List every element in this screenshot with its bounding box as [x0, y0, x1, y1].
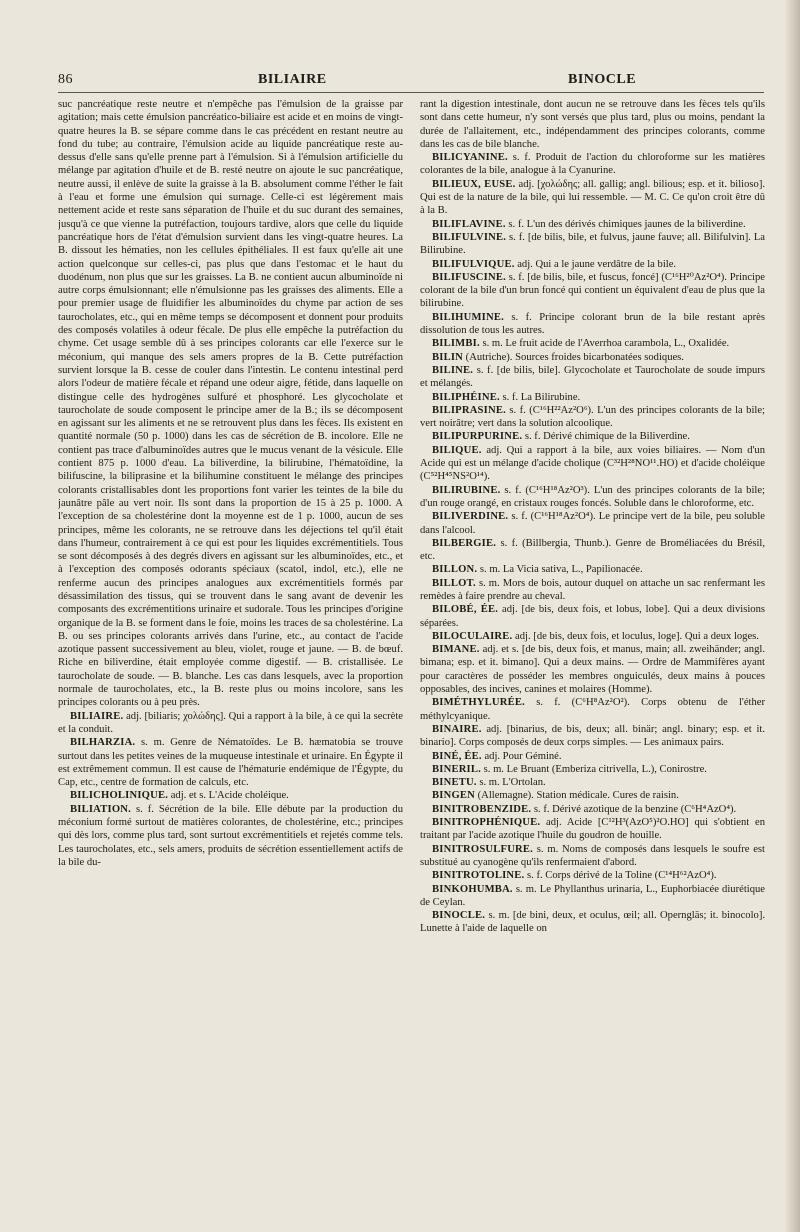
dictionary-entry: [420, 311, 765, 338]
entry-headword: BILIFLAVINE.: [432, 218, 506, 230]
entry-headword: BILLON.: [432, 564, 478, 576]
entry-headword: BILOCULAIRE.: [432, 630, 513, 642]
entry-definition: s. m. Le fruit acide de l'Averrhoa carambola, L., Oxalidée.: [479, 338, 730, 350]
dictionary-entry: [420, 337, 765, 350]
entry-definition: (Allemagne). Station médicale. Cures de raisin.: [475, 790, 679, 802]
dictionary-entry: [420, 577, 765, 604]
entry-headword: BILICHOLINIQUE.: [70, 790, 169, 802]
entry-definition: s. f. Sécrétion de la bile. Elle débute par la production du méconium formé surtout de matières colorantes, de cholestérine, etc.; principes qui dès lors, comme plus tard, sont surtout excrémentitiels et rejetés comme tels. Les taurocholates, etc., sels amers, produits de sécrétion essentiellement actifs de la bile du-: [58, 803, 403, 868]
entry-definition: s. f. Dérivé chimique de la Biliverdine.: [522, 431, 690, 443]
entry-headword: BINITROBENZIDE.: [432, 803, 532, 815]
entry-definition: s. f. Principe colorant brun de la bile restant après dissolution de tous les autres.: [420, 311, 765, 337]
entry-definition: s. f. (C¹⁶H²²Az²O⁶). L'un des principes colorants de la bile; vert noirâtre; vert dans la solution alcoolique.: [420, 404, 765, 430]
entry-definition: adj. Qui a le jaune verdâtre de la bile.: [514, 258, 677, 270]
dictionary-entry: [58, 803, 403, 869]
entry-definition: s. f. [de bilis, bile]. Glycocholate et Taurocholate de soude impurs et mélangés.: [420, 364, 765, 390]
entry-definition: s. f. (Billbergia, Thunb.). Genre de Broméliacées du Brésil, etc.: [420, 537, 765, 563]
entry-definition: s. f. [de bilis, bile, et fuscus, foncé] (C¹⁶H²⁰Az²O⁴). Principe colorant de la bile d'un brun foncé qui contient un équivalent d'eau de plus que la bilirubine.: [420, 271, 765, 310]
entry-headword: BILIVERDINE.: [432, 511, 509, 523]
entry-headword: BINOCLE.: [432, 910, 486, 922]
dictionary-entry: [420, 537, 765, 564]
dictionary-entry: [420, 444, 765, 484]
entry-headword: BILIATION.: [70, 803, 131, 815]
dictionary-entry: [420, 776, 765, 789]
dictionary-entry: [420, 869, 765, 882]
dictionary-entry: [420, 803, 765, 816]
entry-definition: adj. et s. L'Acide choléique.: [168, 790, 289, 802]
entry-definition: s. f. [de bilis, bile, et fulvus, jaune fauve; all. Bilifulvin]. La Bilirubine.: [420, 231, 765, 257]
dictionary-entry: [58, 736, 403, 789]
entry-headword: BINETU.: [432, 777, 477, 789]
dictionary-entry: [420, 178, 765, 218]
dictionary-entry: [420, 696, 765, 723]
entry-definition: s. f. La Bilirubine.: [499, 391, 581, 403]
dictionary-entry: [420, 909, 765, 936]
dictionary-entry: [420, 404, 765, 431]
entry-definition: s. f. (C¹⁶H¹⁸Az²O³). L'un des principes colorants de la bile; d'un rouge orangé, en cristaux rouges foncés. Soluble dans le chloroforme, etc.: [420, 484, 765, 509]
entry-headword: BINKOHUMBA.: [432, 883, 513, 895]
dictionary-entry: [420, 351, 765, 364]
entry-definition: adj. [biliaris; χολώδης]. Qui a rapport à la bile, à ce qui la secrète et la conduit.: [58, 710, 403, 735]
page-edge-shadow: [784, 0, 800, 1232]
entry-headword: BILIFULVIQUE.: [432, 258, 515, 270]
entry-headword: BILIN: [432, 351, 464, 363]
continued-paragraph: rant la digestion intestinale, dont aucun ne se retrouve dans les fèces tels qu'ils sont dans cette humeur, n'y sont versés que plus tard, plus ou moins, pendant la durée de l'allaitement, etc., indépendamment des principes colorants, comme dans les cas de bile blanche.: [420, 99, 765, 150]
entry-definition: s. m. L'Ortolan.: [476, 777, 546, 789]
entry-definition: adj. [binarius, de bis, deux; all. binär; angl. binary; esp. et it. binario]. Corps composés de deux corps simples. — Les animaux pairs.: [420, 723, 765, 749]
header-rule: [58, 92, 764, 93]
entry-headword: BILIRUBINE.: [432, 484, 501, 496]
entry-definition: adj. [de bis, deux fois, et loculus, loge]. Qui a deux loges.: [512, 630, 759, 642]
entry-definition: s. m. Noms de composés dans lesquels le soufre est substitué au cyanogène qu'ils renfermaient d'abord.: [420, 843, 765, 868]
dictionary-entry: [420, 816, 765, 843]
entry-headword: BINITROSULFURE.: [432, 843, 534, 855]
dictionary-entry: [420, 258, 765, 271]
dictionary-entry: [420, 843, 765, 870]
entry-headword: BIMÉTHYLURÉE.: [432, 697, 525, 709]
entry-headword: BILLOT.: [432, 577, 476, 589]
entry-headword: BILIEUX, EUSE.: [432, 178, 516, 190]
dictionary-entry: [420, 430, 765, 443]
entry-headword: BILOBÉ, ÉE.: [432, 604, 499, 616]
dictionary-entry: [420, 484, 765, 511]
entry-headword: BILIFULVINE.: [432, 231, 507, 243]
entry-definition: s. m. Genre de Nématoïdes. Le B. hæmatobia se trouve surtout dans les petites veines de la muqueuse intestinale et urinaire. En Égypte il est extrêmement commun. Il est cause de l'hématurie endémique de l'Égypte, du Cap, etc., centre de formation de calculs, etc.: [58, 737, 403, 789]
dictionary-entry: [420, 723, 765, 750]
entry-headword: BINGEN: [432, 790, 475, 802]
entry-headword: BILIQUE.: [432, 444, 482, 456]
dictionary-entry: [58, 710, 403, 737]
dictionary-entry: [420, 391, 765, 404]
continued-paragraph: suc pancréatique reste neutre et n'empêche pas l'émulsion de la graisse par agitation; mais cette émulsion pancréatico-biliaire est acide et en moins de vingt-quatre heures la B. se sépare comme dans le cas précédent en restant neutre au fond du tube; au contraire, l'émulsion acide au liquide pancréatique reste au-dessus d'elle sans qu'elle prenne part à l'émulsion. Si à l'émulsion artificielle du mélange par agitation d'huile et de B. resté neutre on ajoute le suc pancréatique, neutre aussi, il enlève de suite la graisse à la B. absolument comme l'éther le fait à l'eau et forme une émulsion qui surnage. Celle-ci est légèrement mais nettement acide et reste sans séparation de l'huile et du suc durant des semaines, jusqu'à ce que vienne la putréfaction, toujours tardive, alors que celle du liquide pancréatique hors de l'état d'émulsion survient dans les vingt-quatre heures. La B. dissout les hématies, non les cellules épithéliales. Il est faux qu'elle ait une action quelconque sur celles-ci, pas plus que dans l'estomac et le haut du duodénum, non plus que sur les graisses. La B. ne contient aucun albuminoïde ni autre corps émulsionnant; elle n'émulsionne pas les graisses des aliments. Elle a pour premier usage de fluidifier les albuminoïdes du chyme par action de ses taurocholates, etc., qui en même temps se décomposent et donnent pour produits des composés volatiles à odeur fécale. De plus elle empêche la putréfaction du chyme. Cet usage semble dû à ses principes colorants car elle l'exerce sur le méconium, qui manque des sels amers propres de la B. Cette putréfaction survient lorsque la B. cesse de couler dans l'intestin. Le contenu intestinal perd alors l'odeur de matière fécale et répand une odeur aigre, fétide, dans laquelle on distingue celle des hydrogènes sulfuré et phosphoré. Les glycocholate et taurocholate de soude composent le principe amer de la B.; ils se décomposent en agissant sur les aliments et ne se retrouvent plus dans les fèces. Ils existent en quantité normale (50 p. 1000) dans les cas de sécrétion de B. incolore. Elle ne contient pas trace d'albuminoïdes autres que le mucus venant de la vésicule. Elle contient 875 p. 1000 d'eau. La biliverdine, la bilirubine, l'hématoïdine, la bilifuscine, la biliprasine et la bilihumine constituent le mélange des principes colorants cristallisables dont les proportions font varier les teintes de la bile du jaunâtre pâle au vert noir. Ils sont dans la proportion de 15 à 25 p. 1000. A l'exception de sa cholestérine dont la moyenne est de 1 p. 1000, aucun de ses principes, même les colorants, ne se retrouve dans les déjections tel qu'il était dans l'humeur, contrairement à ce qui est pour les liquides excrémentitiels. Tous se sont décomposés à des degrés divers en agissant sur les albuminoïdes, etc., et à l'exception des composés odorants spéciaux (scatol, indol, etc.), elle ne renferme aucun des principes analogues aux excrémentitiels formés par désassimilation des tissus, qui se trouvent dans le sang avant de devenir les composants des excrémentitions urinaire et sudorale. Tous les principes d'origine organique de la B. se forment dans le foie, moins les traces de sa cholestérine. La B. ou ses principes colorants arrivés dans l'urine, etc., au contact de l'acide azotique passent successivement au bleu, violet, rouge et jaune. — B. de bœuf. Riche en biliverdine, était employée comme digestif. — B. cristallisée. Le taurocholate de soude. — B. blanche. Les cas dans lesquels, avec la proportion normale de taurocholates, etc., la B. reste plus ou moins incolore, sans les principes colorants ou à peu près.: [58, 99, 403, 709]
entry-headword: BILIAIRE.: [70, 710, 124, 722]
entry-definition: s. m. Mors de bois, autour duquel on attache un sac renfermant les remèdes à faire prendre au cheval.: [420, 577, 765, 602]
entry-headword: BINÉ, ÉE.: [432, 750, 482, 762]
entry-headword: BILICYANINE.: [432, 152, 508, 164]
dictionary-entry: [420, 271, 765, 311]
entry-headword: BILIPURPURINE.: [432, 431, 523, 443]
dictionary-entry: [420, 630, 765, 643]
entry-headword: BILBERGIE.: [432, 537, 497, 549]
right-column: [420, 98, 765, 1208]
entry-headword: BINITROPHÉNIQUE.: [432, 817, 541, 829]
right-running-head: BINOCLE: [568, 72, 637, 87]
entry-headword: BINITROTOLINE.: [432, 870, 525, 882]
dictionary-entry: [420, 789, 765, 802]
dictionary-entry: [420, 510, 765, 537]
left-running-head: BILIAIRE: [258, 72, 327, 87]
dictionary-entry: [420, 231, 765, 258]
entry-definition: adj. [χολώδης; all. gallig; angl. bilious; esp. et it. bilioso]. Qui est de la nature de la bile, qui lui ressemble. — M. C. Ce qu'on croit être dû à la B.: [420, 178, 765, 217]
dictionary-entry: [58, 789, 403, 802]
entry-headword: BILIHUMINE.: [432, 311, 504, 323]
entry-definition: s. f. Corps dérivé de la Toline (C¹⁴H⁶²AzO⁴).: [524, 870, 717, 882]
entry-headword: BILIPRASINE.: [432, 404, 506, 416]
left-column: [58, 98, 403, 1208]
entry-headword: BILHARZIA.: [70, 737, 136, 749]
entry-headword: BINAIRE.: [432, 723, 482, 735]
entry-headword: BILINE.: [432, 364, 474, 376]
entry-definition: s. f. (C¹⁶H¹⁸Az²O⁴). Le principe vert de la bile, peu soluble dans l'alcool.: [420, 511, 765, 536]
entry-headword: BILIMBI.: [432, 338, 480, 350]
page-number: 86: [58, 72, 73, 87]
entry-definition: adj. Pour Géminé.: [481, 750, 562, 762]
entry-definition: s. f. Dérivé azotique de la benzine (C⁶H⁴AzO⁴).: [531, 803, 737, 815]
entry-definition: adj. Qui a rapport à la bile, aux voies biliaires. — Nom d'un Acide qui est un mélange d'acide cholique (C³²H²⁸NO¹¹.HO) et d'acide choléique (C⁵²H⁴⁵NS²O¹⁴).: [420, 444, 765, 483]
entry-definition: s. f. L'un des dérivés chimiques jaunes de la biliverdine.: [505, 218, 746, 230]
entry-definition: s. m. Le Bruant (Emberiza citrivella, L.), Conirostre.: [481, 763, 707, 775]
running-header: [58, 72, 758, 90]
entry-definition: s. f. Produit de l'action du chloroforme sur les matières colorantes de la bile, analogue à la Cyanurine.: [420, 152, 765, 177]
dictionary-entry: [420, 750, 765, 763]
dictionary-entry: [420, 151, 765, 178]
entry-definition: adj. Acide [C¹²H³(AzO⁵)²O.HO] qui s'obtient en traitant par l'acide azotique l'huile du goudron de houille.: [420, 817, 765, 842]
dictionary-entry: [420, 364, 765, 391]
entry-definition: s. m. Le Phyllanthus urinaria, L., Euphorbiacée diurétique de Ceylan.: [420, 883, 765, 908]
entry-headword: BINERIL.: [432, 763, 481, 775]
entry-definition: (Autriche). Sources froides bicarbonatées sodiques.: [463, 351, 684, 363]
entry-definition: adj. et s. [de bis, deux fois, et manus, main; all. zweihänder; angl. bimana; esp. et it. bimano]. Qui a deux mains. — Ordre de Mammifères ayant pour caractères de posséder les membres onguiculés, deux mains à pouces opposables, des incives, canines et molaires (Homme).: [420, 644, 765, 696]
entry-headword: BILIFUSCINE.: [432, 271, 506, 283]
dictionary-entry: [420, 218, 765, 231]
dictionary-entry: [420, 643, 765, 696]
entry-definition: s. m. [de bini, deux, et oculus, œil; all. Operngläs; it. binocolo]. Lunette à l'aide de laquelle on: [420, 910, 765, 935]
entry-definition: s. m. La Vicia sativa, L., Papilionacée.: [477, 564, 643, 576]
dictionary-entry: [420, 883, 765, 910]
entry-definition: s. f. (C⁶H⁸Az²O²). Corps obtenu de l'éther méthylcyanique.: [420, 697, 765, 722]
entry-headword: BILIPHÉINE.: [432, 391, 500, 403]
entry-headword: BIMANE.: [432, 644, 480, 656]
dictionary-entry: [420, 563, 765, 576]
dictionary-entry: [420, 603, 765, 630]
dictionary-entry: [420, 763, 765, 776]
entry-definition: adj. [de bis, deux fois, et lobus, lobe]. Qui a deux divisions séparées.: [420, 604, 765, 629]
